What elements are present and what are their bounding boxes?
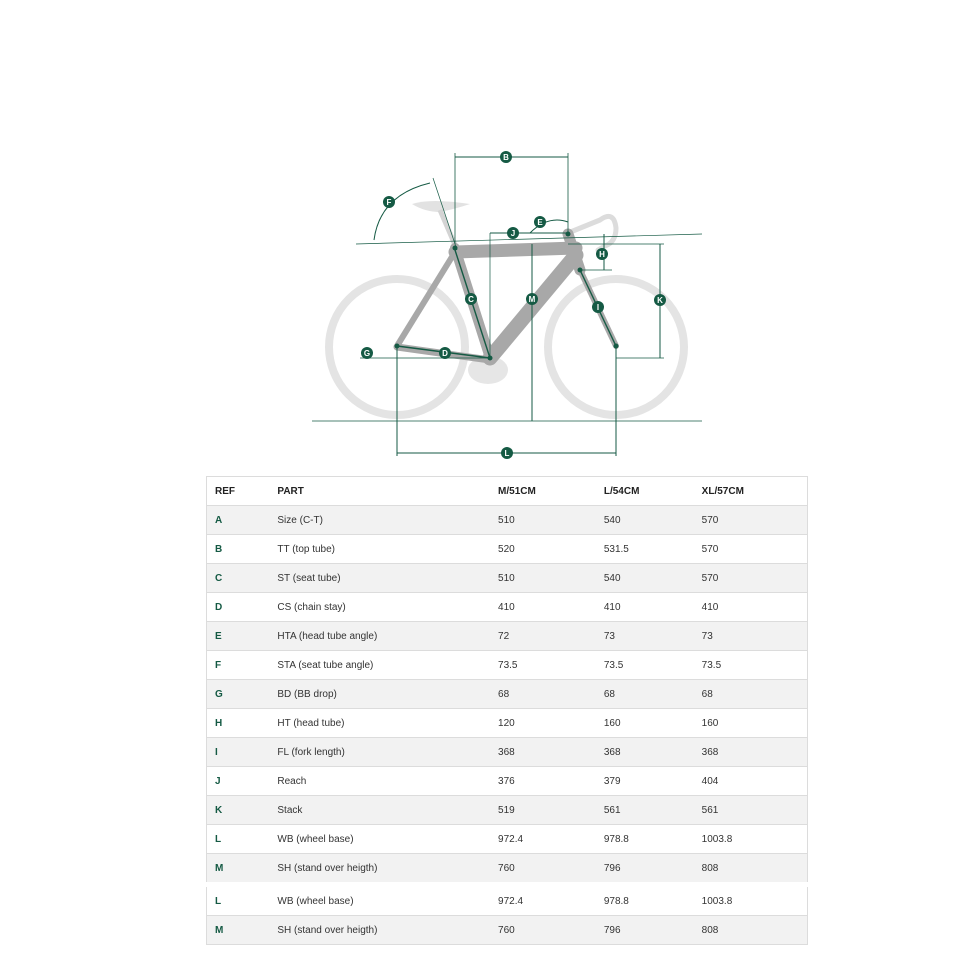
ref-cell: J bbox=[207, 767, 270, 796]
xl-57cm-cell: 808 bbox=[694, 916, 808, 945]
l-54cm-cell: 531.5 bbox=[596, 535, 694, 564]
l-54cm-cell: 540 bbox=[596, 506, 694, 535]
table-body bbox=[207, 506, 808, 945]
ref-cell: H bbox=[207, 709, 270, 738]
l-54cm-cell: 160 bbox=[596, 709, 694, 738]
ref-cell: K bbox=[207, 796, 270, 825]
svg-text:H: H bbox=[599, 250, 605, 259]
l-54cm-cell: 796 bbox=[596, 854, 694, 885]
table-row bbox=[207, 885, 808, 916]
table-row bbox=[207, 506, 808, 535]
m-51cm-cell: 760 bbox=[490, 916, 596, 945]
svg-text:M: M bbox=[528, 295, 536, 304]
ref-cell: I bbox=[207, 738, 270, 767]
l-54cm-cell: 978.8 bbox=[596, 885, 694, 916]
marker-k bbox=[654, 294, 666, 306]
ref-cell: D bbox=[207, 593, 270, 622]
ref-cell: L bbox=[207, 825, 270, 854]
part-cell: TT (top tube) bbox=[269, 535, 490, 564]
table-row bbox=[207, 738, 808, 767]
svg-text:I: I bbox=[596, 303, 600, 312]
l-54cm-cell: 73 bbox=[596, 622, 694, 651]
part-cell: SH (stand over heigth) bbox=[269, 916, 490, 945]
table-row bbox=[207, 709, 808, 738]
l-54cm-cell: 379 bbox=[596, 767, 694, 796]
marker-g bbox=[361, 347, 373, 359]
xl-57cm-cell: 368 bbox=[694, 738, 808, 767]
ref-cell: L bbox=[207, 885, 270, 916]
m-51cm-cell: 510 bbox=[490, 564, 596, 593]
m-51cm-cell: 73.5 bbox=[490, 651, 596, 680]
m-51cm-cell: 520 bbox=[490, 535, 596, 564]
marker-d bbox=[439, 347, 451, 359]
l-54cm-cell: 978.8 bbox=[596, 825, 694, 854]
xl-57cm-cell: 73.5 bbox=[694, 651, 808, 680]
m-51cm-cell: 510 bbox=[490, 506, 596, 535]
xl-57cm-cell: 160 bbox=[694, 709, 808, 738]
marker-m bbox=[526, 293, 538, 305]
m-51cm-cell: 376 bbox=[490, 767, 596, 796]
marker-l bbox=[501, 447, 513, 459]
seatpost bbox=[440, 210, 455, 245]
part-cell: Stack bbox=[269, 796, 490, 825]
ref-cell: C bbox=[207, 564, 270, 593]
xl-57cm-cell: 68 bbox=[694, 680, 808, 709]
l-54cm-cell: 540 bbox=[596, 564, 694, 593]
table-row bbox=[207, 535, 808, 564]
ref-cell: M bbox=[207, 854, 270, 885]
part-cell: FL (fork length) bbox=[269, 738, 490, 767]
marker-i bbox=[592, 301, 604, 313]
part-cell: BD (BB drop) bbox=[269, 680, 490, 709]
marker-e bbox=[534, 216, 546, 228]
header-m-51cm: M/51CM bbox=[490, 477, 596, 506]
part-cell: Size (C-T) bbox=[269, 506, 490, 535]
xl-57cm-cell: 808 bbox=[694, 854, 808, 885]
xl-57cm-cell: 1003.8 bbox=[694, 885, 808, 916]
marker-h bbox=[596, 248, 608, 260]
table-row bbox=[207, 680, 808, 709]
ref-cell: A bbox=[207, 506, 270, 535]
m-51cm-cell: 68 bbox=[490, 680, 596, 709]
top-tube bbox=[455, 248, 576, 252]
m-51cm-cell: 368 bbox=[490, 738, 596, 767]
header-xl-57cm: XL/57CM bbox=[694, 477, 808, 506]
svg-text:E: E bbox=[537, 218, 543, 227]
part-cell: HTA (head tube angle) bbox=[269, 622, 490, 651]
marker-c bbox=[465, 293, 477, 305]
m-51cm-cell: 760 bbox=[490, 854, 596, 885]
table-row bbox=[207, 916, 808, 945]
part-cell: WB (wheel base) bbox=[269, 825, 490, 854]
m-51cm-cell: 519 bbox=[490, 796, 596, 825]
geometry-table bbox=[206, 476, 808, 945]
ref-cell: G bbox=[207, 680, 270, 709]
bike-geometry-diagram bbox=[300, 140, 720, 465]
l-54cm-cell: 368 bbox=[596, 738, 694, 767]
table-row bbox=[207, 767, 808, 796]
part-cell: HT (head tube) bbox=[269, 709, 490, 738]
table-row bbox=[207, 622, 808, 651]
xl-57cm-cell: 570 bbox=[694, 506, 808, 535]
frame bbox=[397, 234, 616, 360]
marker-j bbox=[507, 227, 519, 239]
l-54cm-cell: 410 bbox=[596, 593, 694, 622]
svg-text:K: K bbox=[657, 296, 663, 305]
xl-57cm-cell: 561 bbox=[694, 796, 808, 825]
table-row bbox=[207, 854, 808, 885]
ref-cell: E bbox=[207, 622, 270, 651]
svg-text:B: B bbox=[503, 153, 509, 162]
xl-57cm-cell: 570 bbox=[694, 564, 808, 593]
header-ref: REF bbox=[207, 477, 270, 506]
marker-f bbox=[383, 196, 395, 208]
svg-text:D: D bbox=[442, 349, 448, 358]
l-54cm-cell: 73.5 bbox=[596, 651, 694, 680]
table-row bbox=[207, 651, 808, 680]
xl-57cm-cell: 1003.8 bbox=[694, 825, 808, 854]
part-cell: ST (seat tube) bbox=[269, 564, 490, 593]
svg-text:L: L bbox=[504, 449, 510, 458]
table-header-row bbox=[207, 477, 808, 506]
header-l-54cm: L/54CM bbox=[596, 477, 694, 506]
part-cell: CS (chain stay) bbox=[269, 593, 490, 622]
svg-text:C: C bbox=[468, 295, 474, 304]
xl-57cm-cell: 73 bbox=[694, 622, 808, 651]
svg-text:G: G bbox=[363, 349, 371, 358]
l-54cm-cell: 561 bbox=[596, 796, 694, 825]
part-cell: Reach bbox=[269, 767, 490, 796]
table-row bbox=[207, 796, 808, 825]
ref-cell: M bbox=[207, 916, 270, 945]
xl-57cm-cell: 570 bbox=[694, 535, 808, 564]
m-51cm-cell: 120 bbox=[490, 709, 596, 738]
l-54cm-cell: 68 bbox=[596, 680, 694, 709]
ref-cell: B bbox=[207, 535, 270, 564]
m-51cm-cell: 972.4 bbox=[490, 885, 596, 916]
table-row bbox=[207, 593, 808, 622]
table-row bbox=[207, 825, 808, 854]
part-cell: SH (stand over heigth) bbox=[269, 854, 490, 885]
marker-b bbox=[500, 151, 512, 163]
m-51cm-cell: 972.4 bbox=[490, 825, 596, 854]
m-51cm-cell: 72 bbox=[490, 622, 596, 651]
svg-text:F: F bbox=[386, 198, 392, 207]
part-cell: WB (wheel base) bbox=[269, 885, 490, 916]
xl-57cm-cell: 404 bbox=[694, 767, 808, 796]
table-row bbox=[207, 564, 808, 593]
part-cell: STA (seat tube angle) bbox=[269, 651, 490, 680]
svg-text:J: J bbox=[510, 229, 516, 238]
ref-cell: F bbox=[207, 651, 270, 680]
l-54cm-cell: 796 bbox=[596, 916, 694, 945]
header-part: PART bbox=[269, 477, 490, 506]
m-51cm-cell: 410 bbox=[490, 593, 596, 622]
xl-57cm-cell: 410 bbox=[694, 593, 808, 622]
